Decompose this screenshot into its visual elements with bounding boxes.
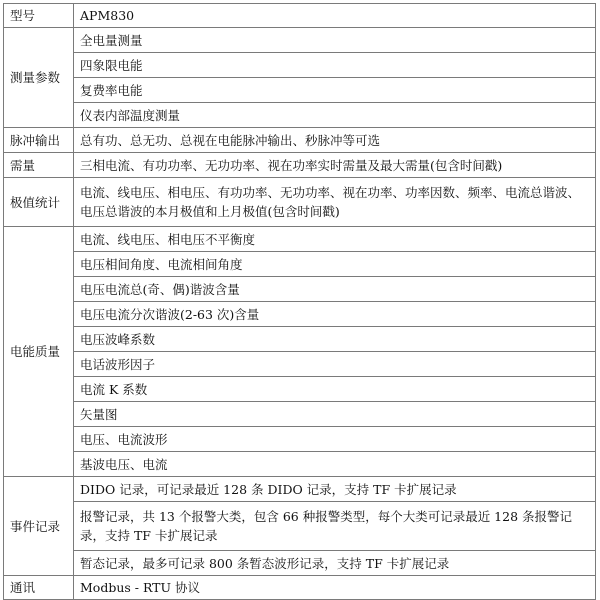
row-label-quality: 电能质量 — [4, 227, 74, 477]
table-row — [4, 78, 596, 103]
table-row — [4, 277, 596, 302]
table-row — [4, 477, 596, 502]
table-row — [4, 153, 596, 178]
event-item: DIDO 记录，可记录最近 128 条 DIDO 记录，支持 TF 卡扩展记录 — [74, 477, 596, 502]
quality-item: 电话波形因子 — [74, 352, 596, 377]
row-label-pulse: 脉冲输出 — [4, 128, 74, 153]
table-row — [4, 28, 596, 53]
quality-item: 基波电压、电流 — [74, 452, 596, 477]
row-label-model: 型号 — [4, 4, 74, 28]
table-row — [4, 53, 596, 78]
table-row — [4, 452, 596, 477]
measurement-item: 四象限电能 — [74, 53, 596, 78]
table-row — [4, 377, 596, 402]
quality-item: 电压相间角度、电流相间角度 — [74, 252, 596, 277]
spec-table — [3, 3, 596, 600]
table-row — [4, 103, 596, 128]
measurement-item: 全电量测量 — [74, 28, 596, 53]
table-row — [4, 551, 596, 576]
quality-item: 矢量图 — [74, 402, 596, 427]
row-label-measurement: 测量参数 — [4, 28, 74, 128]
row-label-extreme: 极值统计 — [4, 178, 74, 227]
table-row — [4, 302, 596, 327]
quality-item: 电流、线电压、相电压不平衡度 — [74, 227, 596, 252]
spec-table-wrapper — [3, 3, 596, 600]
table-row — [4, 352, 596, 377]
quality-item: 电流 K 系数 — [74, 377, 596, 402]
table-row — [4, 4, 596, 28]
table-row — [4, 128, 596, 153]
table-row — [4, 178, 596, 227]
quality-item: 电压、电流波形 — [74, 427, 596, 452]
demand-value: 三相电流、有功功率、无功功率、视在功率实时需量及最大需量(包含时间戳) — [74, 153, 596, 178]
row-label-demand: 需量 — [4, 153, 74, 178]
table-row — [4, 402, 596, 427]
row-label-events: 事件记录 — [4, 477, 74, 576]
table-row — [4, 327, 596, 352]
table-row — [4, 252, 596, 277]
table-row — [4, 502, 596, 551]
table-row — [4, 576, 596, 600]
quality-item: 电压电流分次谐波(2-63 次)含量 — [74, 302, 596, 327]
quality-item: 电压电流总(奇、偶)谐波含量 — [74, 277, 596, 302]
measurement-item: 复费率电能 — [74, 78, 596, 103]
pulse-value: 总有功、总无功、总视在电能脉冲输出、秒脉冲等可选 — [74, 128, 596, 153]
row-label-comm: 通讯 — [4, 576, 74, 600]
quality-item: 电压波峰系数 — [74, 327, 596, 352]
table-row — [4, 427, 596, 452]
comm-value: Modbus - RTU 协议 — [74, 576, 596, 600]
extreme-value: 电流、线电压、相电压、有功功率、无功功率、视在功率、功率因数、频率、电流总谐波、电压总谐波的本月极值和上月极值(包含时间戳) — [74, 178, 596, 227]
event-item: 暂态记录，最多可记录 800 条暂态波形记录，支持 TF 卡扩展记录 — [74, 551, 596, 576]
model-value: APM830 — [74, 4, 596, 28]
table-row — [4, 227, 596, 252]
measurement-item: 仪表内部温度测量 — [74, 103, 596, 128]
event-item: 报警记录，共 13 个报警大类，包含 66 种报警类型，每个大类可记录最近 128 条报警记录，支持 TF 卡扩展记录 — [74, 502, 596, 551]
